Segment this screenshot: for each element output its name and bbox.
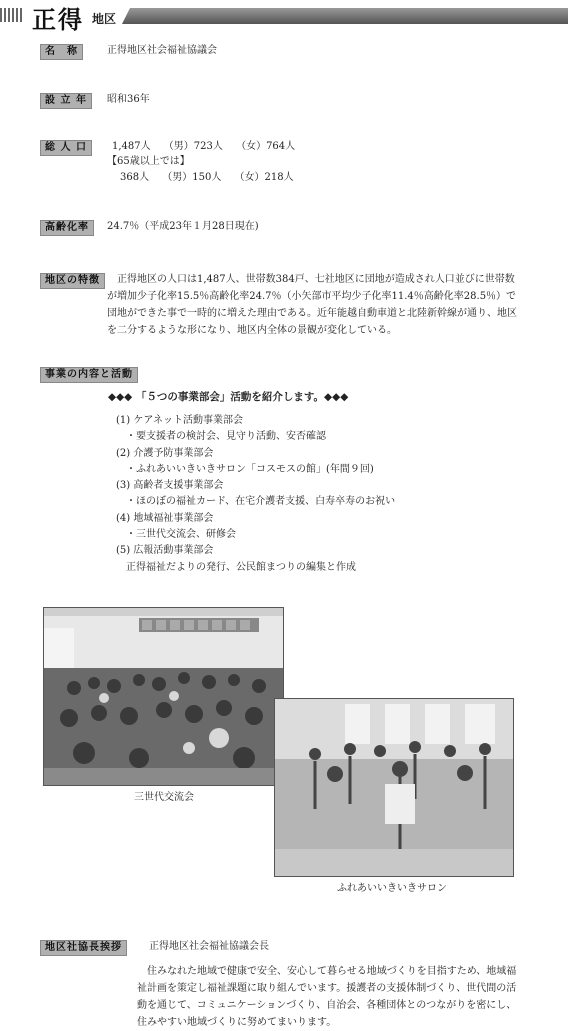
greeting-text: 住みなれた地域で健康で安全、安心して暮らせる地域づくりを目指すため、地域福祉計画を策定し福祉課題に取り組んでいます。援護者の支援体制づくり、世代間の活動を通じて、コミュニケーションづくり、自治会、各種団体とのつながりを密にし、住みやすい地域づくりに努めてまいります。 bbox=[137, 966, 517, 1028]
header-stripe-decoration bbox=[0, 8, 24, 22]
activities-heading: ◆◆◆ 「５つの事業部会」活動を紹介します。◆◆◆ bbox=[108, 391, 349, 403]
established-value: 昭和36年 bbox=[107, 94, 150, 105]
aging-rate-value: 24.7％（平成23年１月28日現在) bbox=[107, 221, 259, 232]
aging-rate-label: 高齢化率 bbox=[40, 220, 94, 236]
list-item: ・ほのぼの福祉カード、在宅介護者支援、白寿卒寿のお祝い bbox=[116, 496, 396, 508]
established-label: 設 立 年 bbox=[40, 93, 92, 109]
list-item: 正得福祉だよりの発行、公民館まつりの編集と作成 bbox=[116, 561, 356, 573]
activities-list bbox=[116, 413, 395, 576]
list-item: (1) ケアネット活動事業部会 bbox=[116, 415, 243, 426]
photo-caption-three-generation: 三世代交流会 bbox=[134, 792, 194, 803]
list-item: (4) 地域福祉事業部会 bbox=[116, 512, 214, 524]
activities-label: 事業の内容と活動 bbox=[40, 367, 138, 383]
name-label: 名 称 bbox=[40, 44, 83, 60]
list-item: ・三世代交流会、研修会 bbox=[116, 529, 236, 541]
list-item: (3) 高齢者支援事業部会 bbox=[116, 480, 224, 492]
list-item: (5) 広報活動事業部会 bbox=[116, 545, 214, 557]
page-header bbox=[0, 0, 568, 34]
list-item: (2) 介護予防事業部会 bbox=[116, 447, 214, 459]
population-elderly: 368人 （男）150人 （女）218人 bbox=[120, 172, 294, 183]
list-item: ・ふれあいいきいきサロン「コスモスの館」(年間９回) bbox=[116, 463, 374, 475]
greeting-title: 正得地区社会福祉協議会長 bbox=[149, 941, 269, 952]
photo-fureai-salon bbox=[274, 698, 514, 877]
header-bar-decoration bbox=[122, 8, 568, 24]
population-elderly-heading: 【65歳以上では】 bbox=[107, 156, 190, 167]
features-label: 地区の特徴 bbox=[40, 273, 105, 289]
photo-three-generation-exchange bbox=[43, 607, 284, 786]
list-item: ・要支援者の検討会、見守り活動、安否確認 bbox=[116, 431, 326, 443]
greeting-label: 地区社協長挨拶 bbox=[40, 940, 127, 956]
name-value: 正得地区社会福祉協議会 bbox=[107, 45, 217, 56]
features-text: 正得地区の人口は1,487人、世帯数384戸、七社地区に団地が造成され人口並びに世帯数が増加少子化率15.5％高齢化率24.7％（小矢部市平均少子化率11.4％高齢化率28.5％）で団地ができた事で一時的に増えた理由である。近年能越自動車道と北陸新幹線が通り、地区を二分するような形になり、地区内全体の景観が変化している。 bbox=[107, 274, 517, 336]
population-label: 総 人 口 bbox=[40, 140, 92, 156]
page-title: 正得 bbox=[32, 6, 84, 34]
population-total: 1,487人 （男）723人 （女）764人 bbox=[112, 141, 296, 152]
page-subtitle: 地区 bbox=[92, 12, 117, 26]
photo-caption-salon: ふれあいいきいきサロン bbox=[337, 883, 447, 894]
